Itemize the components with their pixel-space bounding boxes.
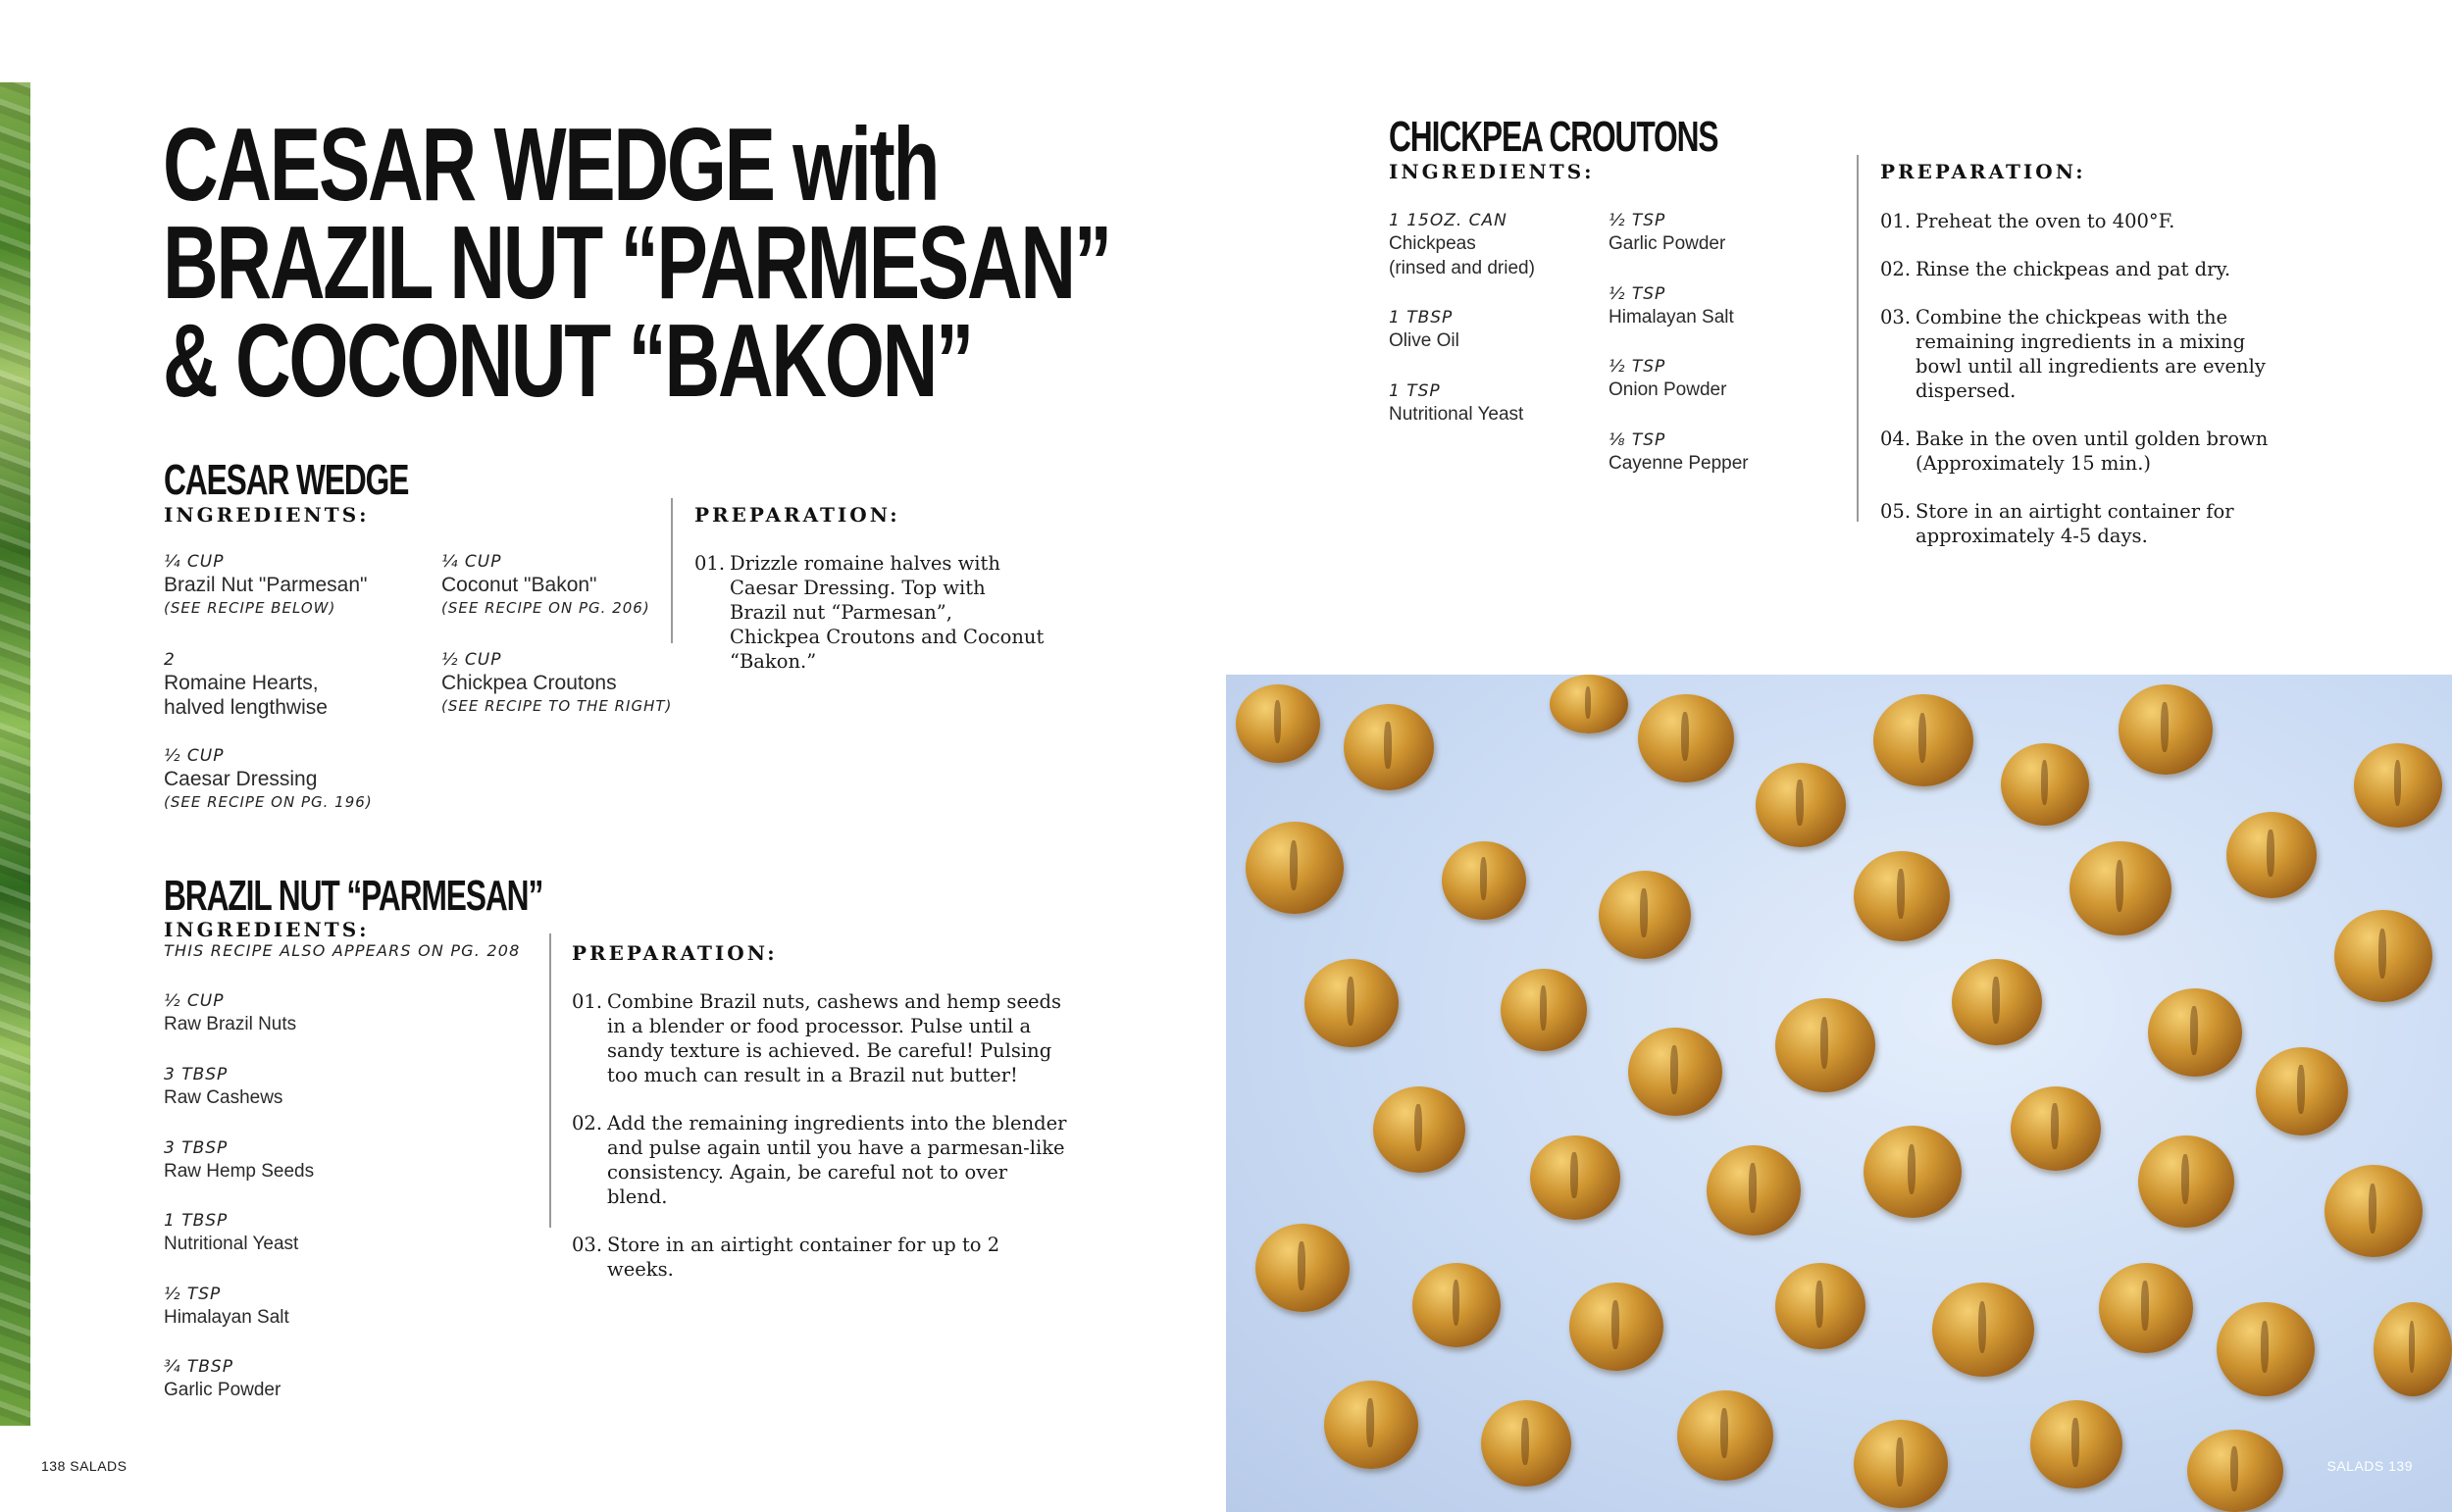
title-line: BRAZIL NUT “PARMESAN” <box>163 205 1110 321</box>
ingredient-qty: 3 TBSP <box>164 1065 229 1084</box>
croutons-heading: CHICKPEA CROUTONS <box>1389 113 1718 161</box>
ingredient-name: Onion Powder <box>1609 379 1727 400</box>
chickpea <box>1628 1028 1722 1116</box>
prep-step <box>1880 427 2292 476</box>
chickpea <box>1324 1381 1418 1469</box>
step-number: 03. <box>1880 306 1912 328</box>
caesar-preparation-label: PREPARATION: <box>694 503 900 527</box>
chickpea <box>1952 959 2042 1045</box>
ingredient-name: Garlic Powder <box>164 1380 281 1400</box>
croutons-steps <box>1880 209 2292 572</box>
step-number: 02. <box>1880 258 1912 280</box>
ingredient-qty: 1 TBSP <box>1389 308 1454 328</box>
ingredient-qty: 3 TBSP <box>164 1138 229 1158</box>
step-number: 01. <box>694 552 726 575</box>
prep-step <box>1880 305 2292 403</box>
ingredient-item <box>1389 380 1523 427</box>
ingredient-qty: ½ TSP <box>164 1285 222 1304</box>
step-number: 01. <box>572 990 603 1013</box>
chickpea-croutons-photo <box>1226 675 2452 1512</box>
ingredient-note: (SEE RECIPE ON PG. 196) <box>164 793 373 811</box>
step-number: 04. <box>1880 428 1912 450</box>
romaine-photo-edge <box>0 82 30 1426</box>
prep-step <box>572 1111 1072 1209</box>
chickpea <box>2001 743 2089 826</box>
chickpea <box>2354 743 2442 828</box>
chickpea <box>2217 1302 2315 1396</box>
step-number: 05. <box>1880 500 1912 523</box>
ingredient-name: Himalayan Salt <box>1609 307 1734 328</box>
ingredient-qty: ½ TSP <box>1609 284 1666 304</box>
ingredient-qty: 1 TSP <box>1389 381 1441 401</box>
ingredient-name: Chickpeas <box>1389 233 1476 254</box>
chickpea <box>2187 1430 2283 1512</box>
ingredient-name-line2: (rinsed and dried) <box>1389 258 1535 278</box>
ingredient-item <box>164 1284 289 1330</box>
step-text: Add the remaining ingredients into the blender and pulse again until you have a parmesan-like consistency. Again, be careful not to over blend. <box>607 1112 1067 1208</box>
ingredient-name: Caesar Dressing <box>164 768 318 790</box>
ingredient-name: Garlic Powder <box>1609 233 1726 254</box>
ingredient-qty: ½ TSP <box>1609 211 1666 230</box>
prep-step <box>1880 209 2292 233</box>
ingredient-name: Brazil Nut "Parmesan" <box>164 574 368 596</box>
ingredient-qty: 1 15OZ. CAN <box>1389 211 1507 230</box>
caesar-ingredients-label: INGREDIENTS: <box>164 503 370 527</box>
chickpea <box>1501 969 1587 1051</box>
ingredient-name: Coconut "Bakon" <box>441 574 597 596</box>
chickpea <box>1775 1263 1865 1349</box>
column-divider <box>1857 155 1859 522</box>
chickpea <box>2334 910 2432 1002</box>
step-text: Store in an airtight container for approximately 4-5 days. <box>1916 500 2234 547</box>
step-text: Drizzle romaine halves with Caesar Dressing. Top with Brazil nut “Parmesan”, Chickpea Croutons and Coconut “Bakon.” <box>730 552 1045 673</box>
chickpea <box>2030 1400 2122 1488</box>
ingredient-item <box>1609 210 1725 256</box>
ingredient-qty: ¾ TBSP <box>164 1357 233 1377</box>
ingredient-item <box>1389 210 1535 280</box>
ingredient-name: Olive Oil <box>1389 330 1459 351</box>
chickpea <box>1677 1390 1773 1481</box>
column-divider <box>549 933 551 1228</box>
ingredient-qty: ½ TSP <box>1609 357 1666 377</box>
parmesan-preparation-label: PREPARATION: <box>572 941 778 965</box>
ingredient-qty: ½ CUP <box>164 746 225 766</box>
ingredient-item <box>164 551 367 619</box>
chickpea <box>1255 1224 1350 1312</box>
column-divider <box>671 498 673 643</box>
ingredient-note: (SEE RECIPE TO THE RIGHT) <box>441 697 673 715</box>
prep-step <box>694 551 1047 674</box>
step-number: 03. <box>572 1234 603 1256</box>
chickpea <box>2099 1263 2193 1353</box>
ingredient-item <box>164 1210 298 1256</box>
parmesan-note: THIS RECIPE ALSO APPEARS ON PG. 208 <box>164 941 521 960</box>
ingredient-note: (SEE RECIPE BELOW) <box>164 599 336 617</box>
step-text: Bake in the oven until golden brown (Approximately 15 min.) <box>1916 428 2269 475</box>
prep-step <box>572 1233 1072 1282</box>
chickpea <box>2119 684 2213 775</box>
chickpea <box>1707 1145 1801 1235</box>
step-text: Preheat the oven to 400°F. <box>1916 210 2175 232</box>
ingredient-item <box>164 1137 314 1184</box>
chickpea <box>2069 841 2171 935</box>
caesar-heading: CAESAR WEDGE <box>164 456 409 504</box>
ingredient-qty: ¼ CUP <box>441 552 502 572</box>
chickpea <box>2138 1135 2234 1228</box>
step-text: Rinse the chickpeas and pat dry. <box>1916 258 2231 280</box>
ingredient-item <box>1609 356 1726 402</box>
chickpea <box>1246 822 1344 914</box>
ingredient-name-line2: halved lengthwise <box>164 696 328 719</box>
chickpea <box>1304 959 1399 1047</box>
chickpea <box>1854 851 1950 941</box>
ingredient-name: Raw Cashews <box>164 1087 283 1108</box>
chickpea <box>2374 1302 2452 1396</box>
ingredient-qty: ⅛ TSP <box>1609 430 1666 450</box>
chickpea <box>1412 1263 1501 1347</box>
chickpea <box>2011 1086 2101 1171</box>
title-line: CAESAR WEDGE with <box>163 107 939 223</box>
ingredient-qty: ¼ CUP <box>164 552 225 572</box>
ingredient-name: Chickpea Croutons <box>441 672 617 694</box>
step-text: Store in an airtight container for up to 2 weeks. <box>607 1234 1000 1281</box>
prep-step <box>1880 499 2292 548</box>
parmesan-heading: BRAZIL NUT “PARMESAN” <box>164 872 543 920</box>
title-line: & COCONUT “BAKON” <box>163 303 973 419</box>
ingredient-qty: ½ CUP <box>441 650 502 670</box>
ingredient-item <box>441 649 672 717</box>
page-folio-left: 138 SALADS <box>41 1458 128 1474</box>
chickpea <box>1569 1283 1663 1371</box>
parmesan-steps <box>572 989 1072 1305</box>
ingredient-name: Himalayan Salt <box>164 1307 289 1328</box>
ingredient-name: Raw Hemp Seeds <box>164 1161 315 1182</box>
chickpea <box>2226 812 2317 898</box>
chickpea <box>1442 841 1526 920</box>
chickpea <box>1344 704 1434 790</box>
ingredient-item <box>164 1064 282 1110</box>
ingredient-name: Cayenne Pepper <box>1609 453 1749 474</box>
step-text: Combine the chickpeas with the remaining ingredients in a mixing bowl until all ingredients are evenly dispersed. <box>1916 306 2266 402</box>
chickpea <box>1530 1135 1620 1220</box>
prep-step <box>1880 257 2292 281</box>
chickpea <box>1481 1400 1571 1487</box>
page-folio-right: SALADS 139 <box>2326 1458 2413 1474</box>
chickpea <box>2324 1165 2423 1257</box>
chickpea <box>1550 675 1628 733</box>
chickpea <box>1932 1283 2034 1377</box>
ingredient-name: Romaine Hearts, <box>164 672 319 694</box>
ingredient-item <box>1609 283 1734 329</box>
ingredient-item <box>164 649 328 720</box>
step-number: 01. <box>1880 210 1912 232</box>
ingredient-note: (SEE RECIPE ON PG. 206) <box>441 599 650 617</box>
step-text: Combine Brazil nuts, cashews and hemp seeds in a blender or food processor. Pulse until a sandy texture is achieved. Be careful! Pulsing too much can result in a Brazil nut butter! <box>607 990 1062 1086</box>
ingredient-qty: ½ CUP <box>164 991 225 1011</box>
croutons-ingredients-label: INGREDIENTS: <box>1389 160 1595 183</box>
croutons-preparation-label: PREPARATION: <box>1880 160 2086 183</box>
chickpea <box>1775 998 1875 1092</box>
caesar-steps <box>694 551 1047 697</box>
chickpea <box>1638 694 1734 782</box>
ingredient-item <box>441 551 650 619</box>
ingredient-item <box>164 1356 281 1402</box>
chickpea <box>1756 763 1846 847</box>
chickpea <box>1873 694 1973 786</box>
ingredient-item <box>164 990 296 1036</box>
ingredient-item <box>1389 307 1459 353</box>
parmesan-ingredients-label: INGREDIENTS: <box>164 918 370 941</box>
chickpea <box>1373 1086 1465 1173</box>
prep-step <box>572 989 1072 1087</box>
chickpea <box>1854 1420 1948 1508</box>
ingredient-name: Nutritional Yeast <box>1389 404 1524 425</box>
ingredient-qty: 2 <box>164 650 176 670</box>
chickpea <box>1599 871 1691 959</box>
chickpea <box>1236 684 1320 763</box>
ingredient-qty: 1 TBSP <box>164 1211 229 1231</box>
recipe-title <box>163 107 1110 419</box>
chickpea <box>1864 1126 1962 1218</box>
step-number: 02. <box>572 1112 603 1134</box>
ingredient-item <box>164 745 373 813</box>
ingredient-item <box>1609 429 1749 476</box>
chickpea <box>2148 988 2242 1077</box>
ingredient-name: Nutritional Yeast <box>164 1234 299 1254</box>
chickpea <box>2256 1047 2348 1135</box>
ingredient-name: Raw Brazil Nuts <box>164 1014 297 1034</box>
